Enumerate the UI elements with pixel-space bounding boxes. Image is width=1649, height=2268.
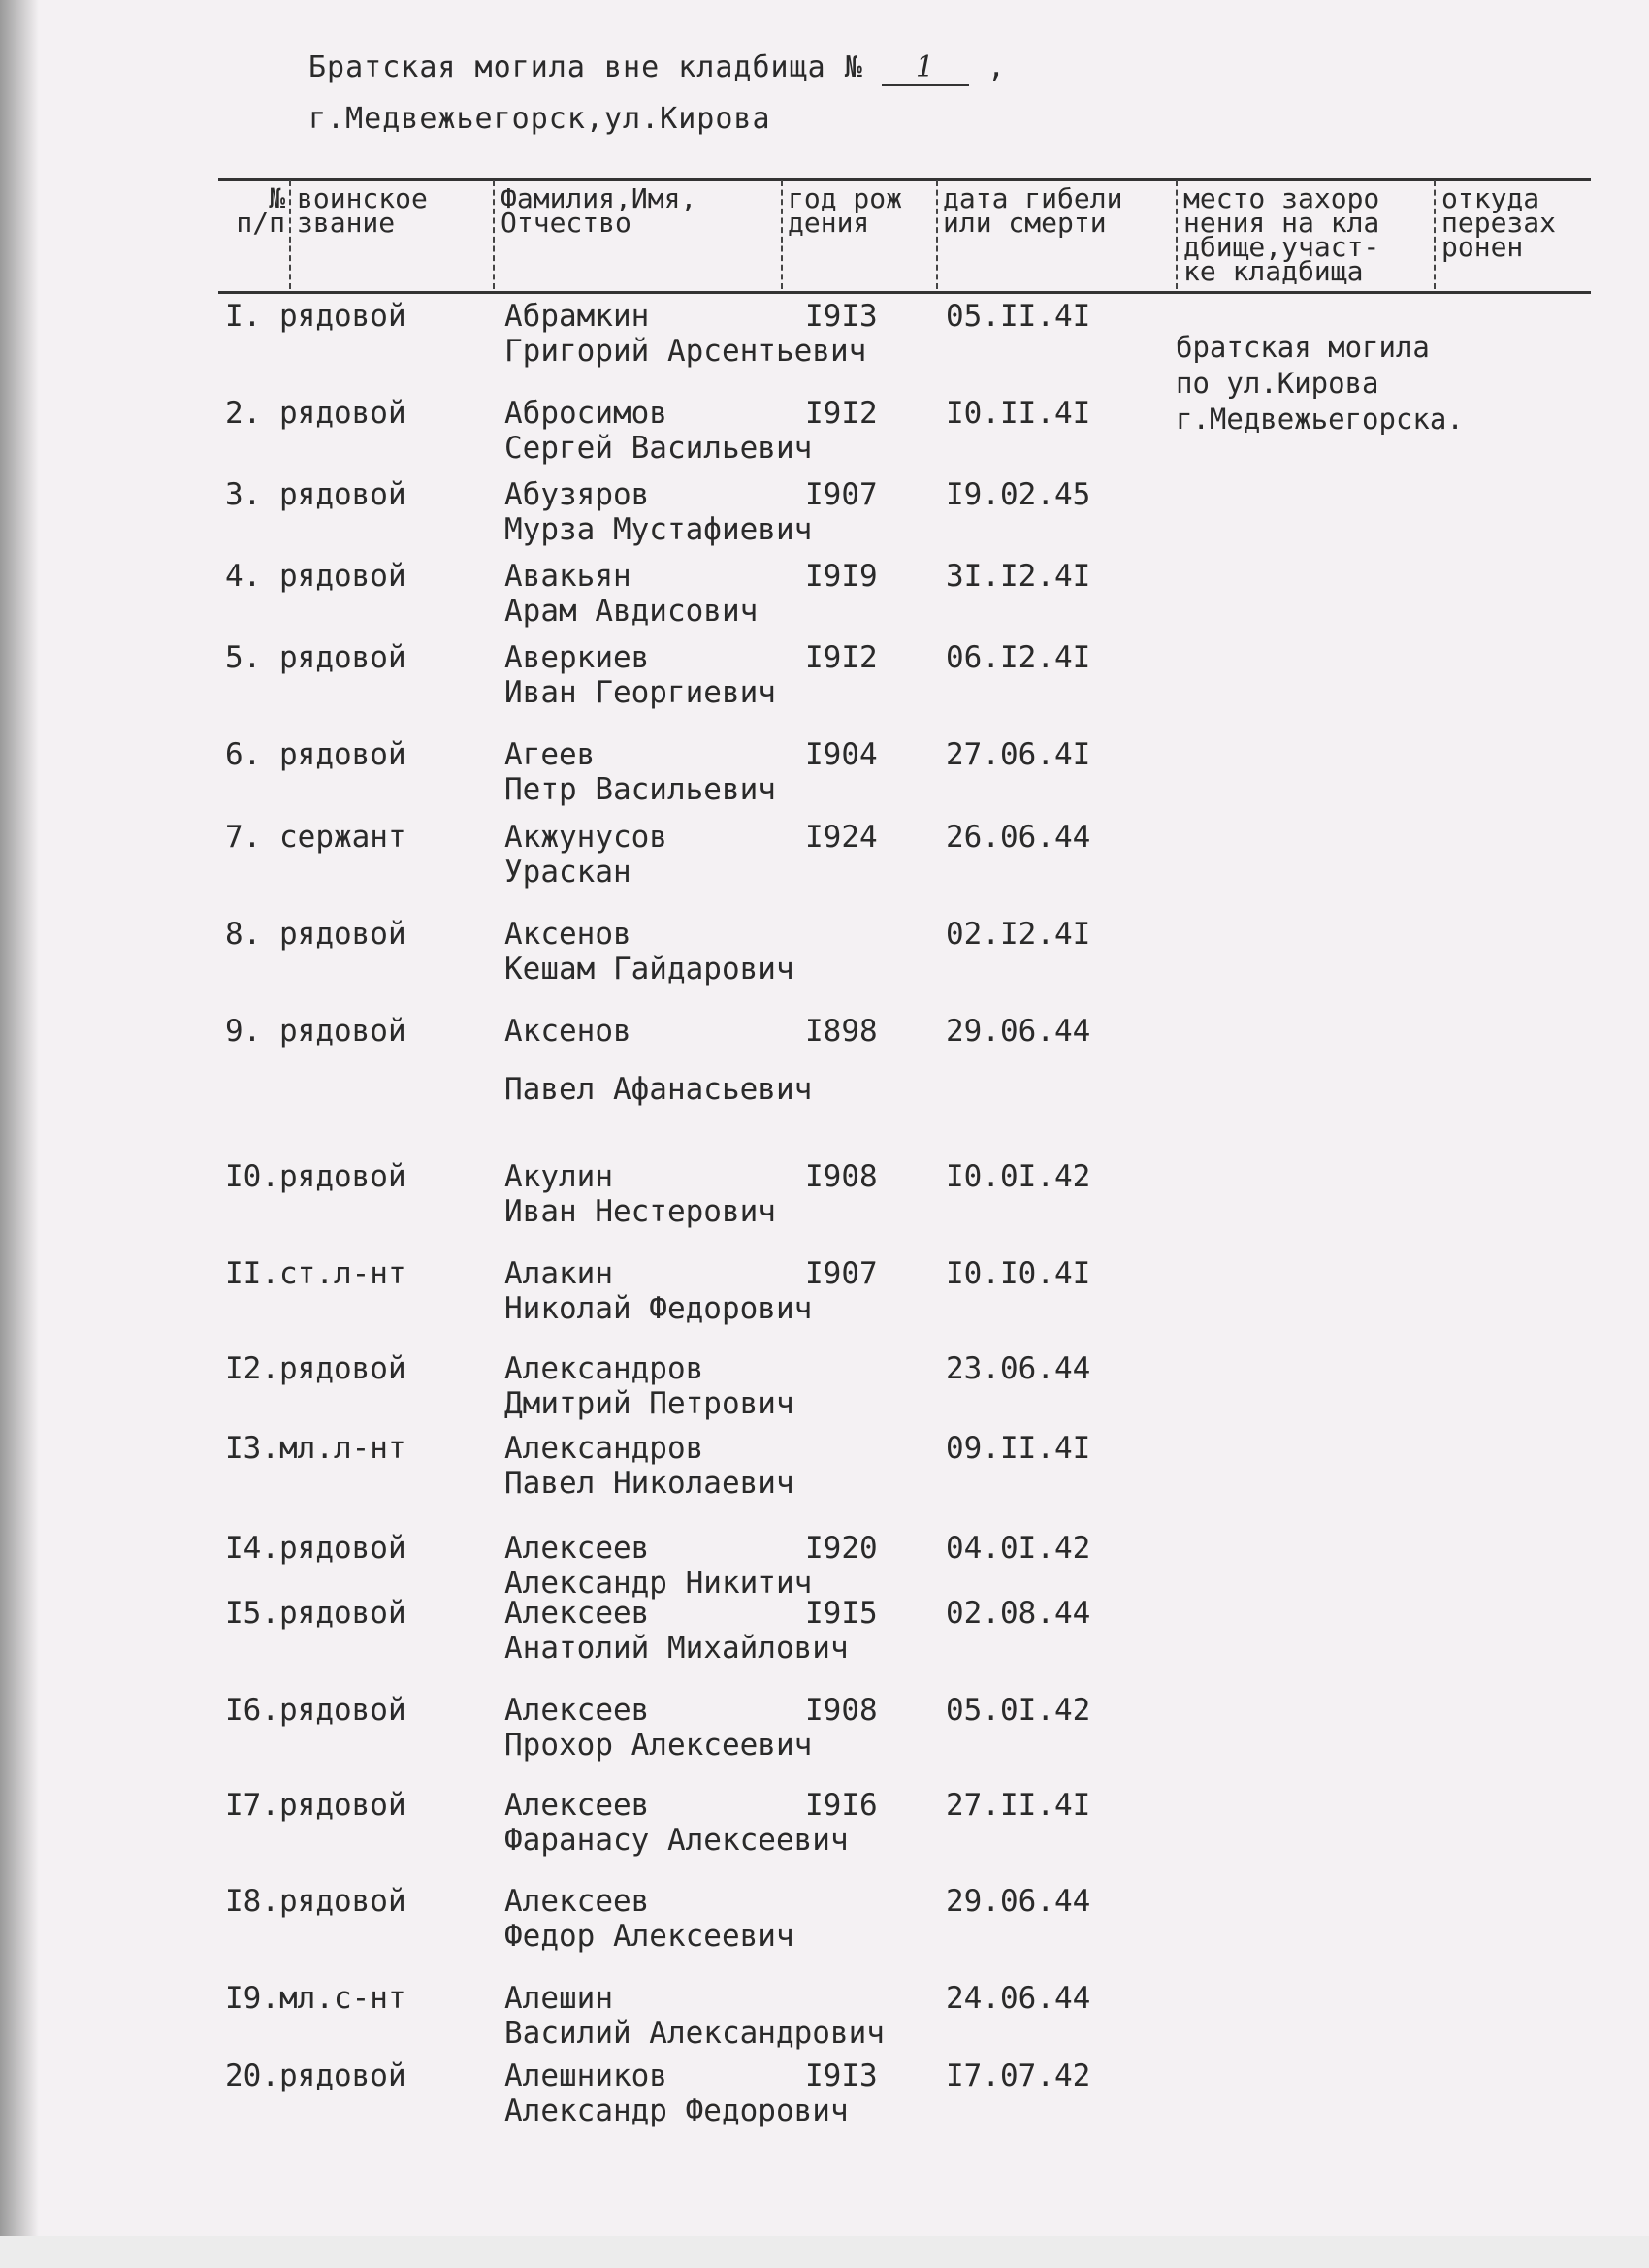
given-name-cell: Кешам Гайдарович: [504, 952, 794, 987]
death-date-cell: 05.0I.42: [946, 1693, 1091, 1728]
birth-year-cell: I9I6: [805, 1788, 878, 1823]
death-date-cell: 27.06.4I: [946, 737, 1091, 772]
death-date-cell: 04.0I.42: [946, 1531, 1091, 1566]
given-name-cell: Федор Алексеевич: [504, 1919, 794, 1954]
birth-year-cell: I907: [805, 477, 878, 512]
header-separator: [289, 180, 291, 289]
birth-year-cell: I908: [805, 1693, 878, 1728]
surname-cell: Алексеев: [504, 1693, 650, 1728]
table-row: [0, 737, 1649, 805]
rank-cell: 7. сержант: [225, 820, 406, 855]
death-date-cell: 02.08.44: [946, 1596, 1091, 1631]
table-row: [0, 1531, 1649, 1599]
table-row: [0, 1014, 1649, 1107]
rank-cell: I5.рядовой: [225, 1596, 406, 1631]
rank-cell: I2.рядовой: [225, 1351, 406, 1386]
death-date-cell: 05.II.4I: [946, 299, 1091, 334]
surname-cell: Абросимов: [504, 396, 667, 431]
surname-cell: Агеев: [504, 737, 596, 772]
header-separator: [781, 180, 783, 289]
birth-year-cell: I9I9: [805, 559, 878, 594]
header-bottom-rule: [218, 291, 1591, 294]
death-date-cell: I7.07.42: [946, 2058, 1091, 2093]
death-date-cell: 23.06.44: [946, 1351, 1091, 1386]
header-name: Фамилия,Имя, Отчество: [501, 182, 697, 239]
document-location: г.Медвежьегорск,ул.Кирова: [308, 102, 771, 136]
surname-cell: Алешников: [504, 2058, 667, 2093]
rank-cell: I3.мл.л-нт: [225, 1431, 406, 1466]
birth-year-cell: I9I2: [805, 640, 878, 675]
given-name-cell: Дмитрий Петрович: [504, 1386, 794, 1421]
surname-cell: Акжунусов: [504, 820, 667, 855]
table-row: [0, 1159, 1649, 1227]
surname-cell: Акулин: [504, 1159, 613, 1194]
death-date-cell: 06.I2.4I: [946, 640, 1091, 675]
surname-cell: Абузяров: [504, 477, 650, 512]
death-date-cell: I9.02.45: [946, 477, 1091, 512]
rank-cell: I7.рядовой: [225, 1788, 406, 1823]
table-row: [0, 1884, 1649, 1952]
given-name-cell: Иван Нестерович: [504, 1194, 776, 1229]
table-row: [0, 1351, 1649, 1419]
header-separator: [936, 180, 938, 289]
table-row: [0, 820, 1649, 888]
rank-cell: 8. рядовой: [225, 917, 406, 952]
surname-cell: Алексеев: [504, 1788, 650, 1823]
header-number: № п/п: [236, 182, 285, 239]
given-name-cell: Павел Николаевич: [504, 1466, 794, 1501]
birth-year-cell: I9I3: [805, 2058, 878, 2093]
table-row: [0, 299, 1649, 367]
given-name-cell: Григорий Арсентьевич: [504, 334, 867, 369]
death-date-cell: 09.II.4I: [946, 1431, 1091, 1466]
burial-place-note: братская могила по ул.Кирова г.Медвежьегорска.: [1176, 331, 1464, 436]
rank-cell: I. рядовой: [225, 299, 406, 334]
header-reburied-from: откуда перезах ронен: [1441, 182, 1557, 263]
surname-cell: Алешин: [504, 1981, 613, 2016]
surname-cell: Аксенов: [504, 917, 631, 952]
table-row: [0, 396, 1649, 464]
header-burial-place: место захоро нения на кла дбище,участ- ке кладбища: [1183, 182, 1380, 287]
surname-cell: Алексеев: [504, 1884, 650, 1919]
death-date-cell: 24.06.44: [946, 1981, 1091, 2016]
given-name-cell: Иван Георгиевич: [504, 675, 776, 710]
table-row: [0, 917, 1649, 985]
table-row: [0, 1431, 1649, 1499]
death-date-cell: 3I.I2.4I: [946, 559, 1091, 594]
death-date-cell: I0.II.4I: [946, 396, 1091, 431]
title-text: Братская могила вне кладбища №: [308, 50, 863, 84]
death-date-cell: 02.I2.4I: [946, 917, 1091, 952]
given-name-cell: Арам Авдисович: [504, 594, 759, 629]
surname-cell: Алексеев: [504, 1531, 650, 1566]
title-trail: ,: [986, 50, 1007, 84]
given-name-cell: Ураскан: [504, 855, 631, 890]
rank-cell: 5. рядовой: [225, 640, 406, 675]
table-row: [0, 2058, 1649, 2126]
surname-cell: Авакьян: [504, 559, 631, 594]
scan-edge: [0, 2236, 1649, 2268]
rank-cell: I8.рядовой: [225, 1884, 406, 1919]
birth-year-cell: I898: [805, 1014, 878, 1049]
birth-year-cell: I9I3: [805, 299, 878, 334]
surname-cell: Александров: [504, 1351, 704, 1386]
given-name-cell: Александр Никитич: [504, 1566, 813, 1601]
rank-cell: 6. рядовой: [225, 737, 406, 772]
table-row: [0, 1693, 1649, 1761]
given-name-cell: Павел Афанасьевич: [504, 1072, 813, 1107]
rank-cell: 20.рядовой: [225, 2058, 406, 2093]
surname-cell: Александров: [504, 1431, 704, 1466]
header-death-date: дата гибели или смерти: [943, 182, 1123, 239]
birth-year-cell: I9I2: [805, 396, 878, 431]
rank-cell: 2. рядовой: [225, 396, 406, 431]
birth-year-cell: I908: [805, 1159, 878, 1194]
given-name-cell: Николай Федорович: [504, 1291, 813, 1326]
document-title: [308, 50, 1006, 86]
birth-year-cell: I924: [805, 820, 878, 855]
death-date-cell: 27.II.4I: [946, 1788, 1091, 1823]
death-date-cell: 29.06.44: [946, 1884, 1091, 1919]
given-name-cell: Петр Васильевич: [504, 772, 776, 807]
table-row: [0, 1596, 1649, 1664]
given-name-cell: Фаранасу Алексеевич: [504, 1823, 849, 1858]
header-separator: [1434, 180, 1436, 289]
table-row: [0, 1256, 1649, 1324]
given-name-cell: Василий Александрович: [504, 2016, 885, 2051]
birth-year-cell: I9I5: [805, 1596, 878, 1631]
rank-cell: I4.рядовой: [225, 1531, 406, 1566]
surname-cell: Алексеев: [504, 1596, 650, 1631]
birth-year-cell: I920: [805, 1531, 878, 1566]
rank-cell: 4. рядовой: [225, 559, 406, 594]
header-separator: [1176, 180, 1178, 289]
table-row: [0, 640, 1649, 708]
death-date-cell: I0.I0.4I: [946, 1256, 1091, 1291]
table-row: [0, 477, 1649, 545]
given-name-cell: Мурза Мустафиевич: [504, 512, 813, 547]
surname-cell: Абрамкин: [504, 299, 650, 334]
rank-cell: II.ст.л-нт: [225, 1256, 406, 1291]
death-date-cell: 26.06.44: [946, 820, 1091, 855]
table-row: [0, 1788, 1649, 1856]
header-birth-year: год рож дения: [788, 182, 903, 239]
header-rank: воинское звание: [297, 182, 428, 239]
grave-number: 1: [882, 50, 969, 86]
given-name-cell: Анатолий Михайлович: [504, 1631, 849, 1666]
birth-year-cell: I904: [805, 737, 878, 772]
death-date-cell: I0.0I.42: [946, 1159, 1091, 1194]
surname-cell: Аксенов: [504, 1014, 631, 1049]
birth-year-cell: I907: [805, 1256, 878, 1291]
header-top-rule: [218, 178, 1591, 181]
given-name-cell: Александр Федорович: [504, 2093, 849, 2128]
table-row: [0, 1981, 1649, 2049]
rank-cell: 3. рядовой: [225, 477, 406, 512]
death-date-cell: 29.06.44: [946, 1014, 1091, 1049]
header-separator: [493, 180, 495, 289]
surname-cell: Алакин: [504, 1256, 613, 1291]
rank-cell: I0.рядовой: [225, 1159, 406, 1194]
given-name-cell: Сергей Васильевич: [504, 431, 813, 466]
rank-cell: I9.мл.с-нт: [225, 1981, 406, 2016]
rank-cell: I6.рядовой: [225, 1693, 406, 1728]
given-name-cell: Прохор Алексеевич: [504, 1728, 813, 1763]
table-row: [0, 559, 1649, 627]
rank-cell: 9. рядовой: [225, 1014, 406, 1049]
surname-cell: Аверкиев: [504, 640, 650, 675]
